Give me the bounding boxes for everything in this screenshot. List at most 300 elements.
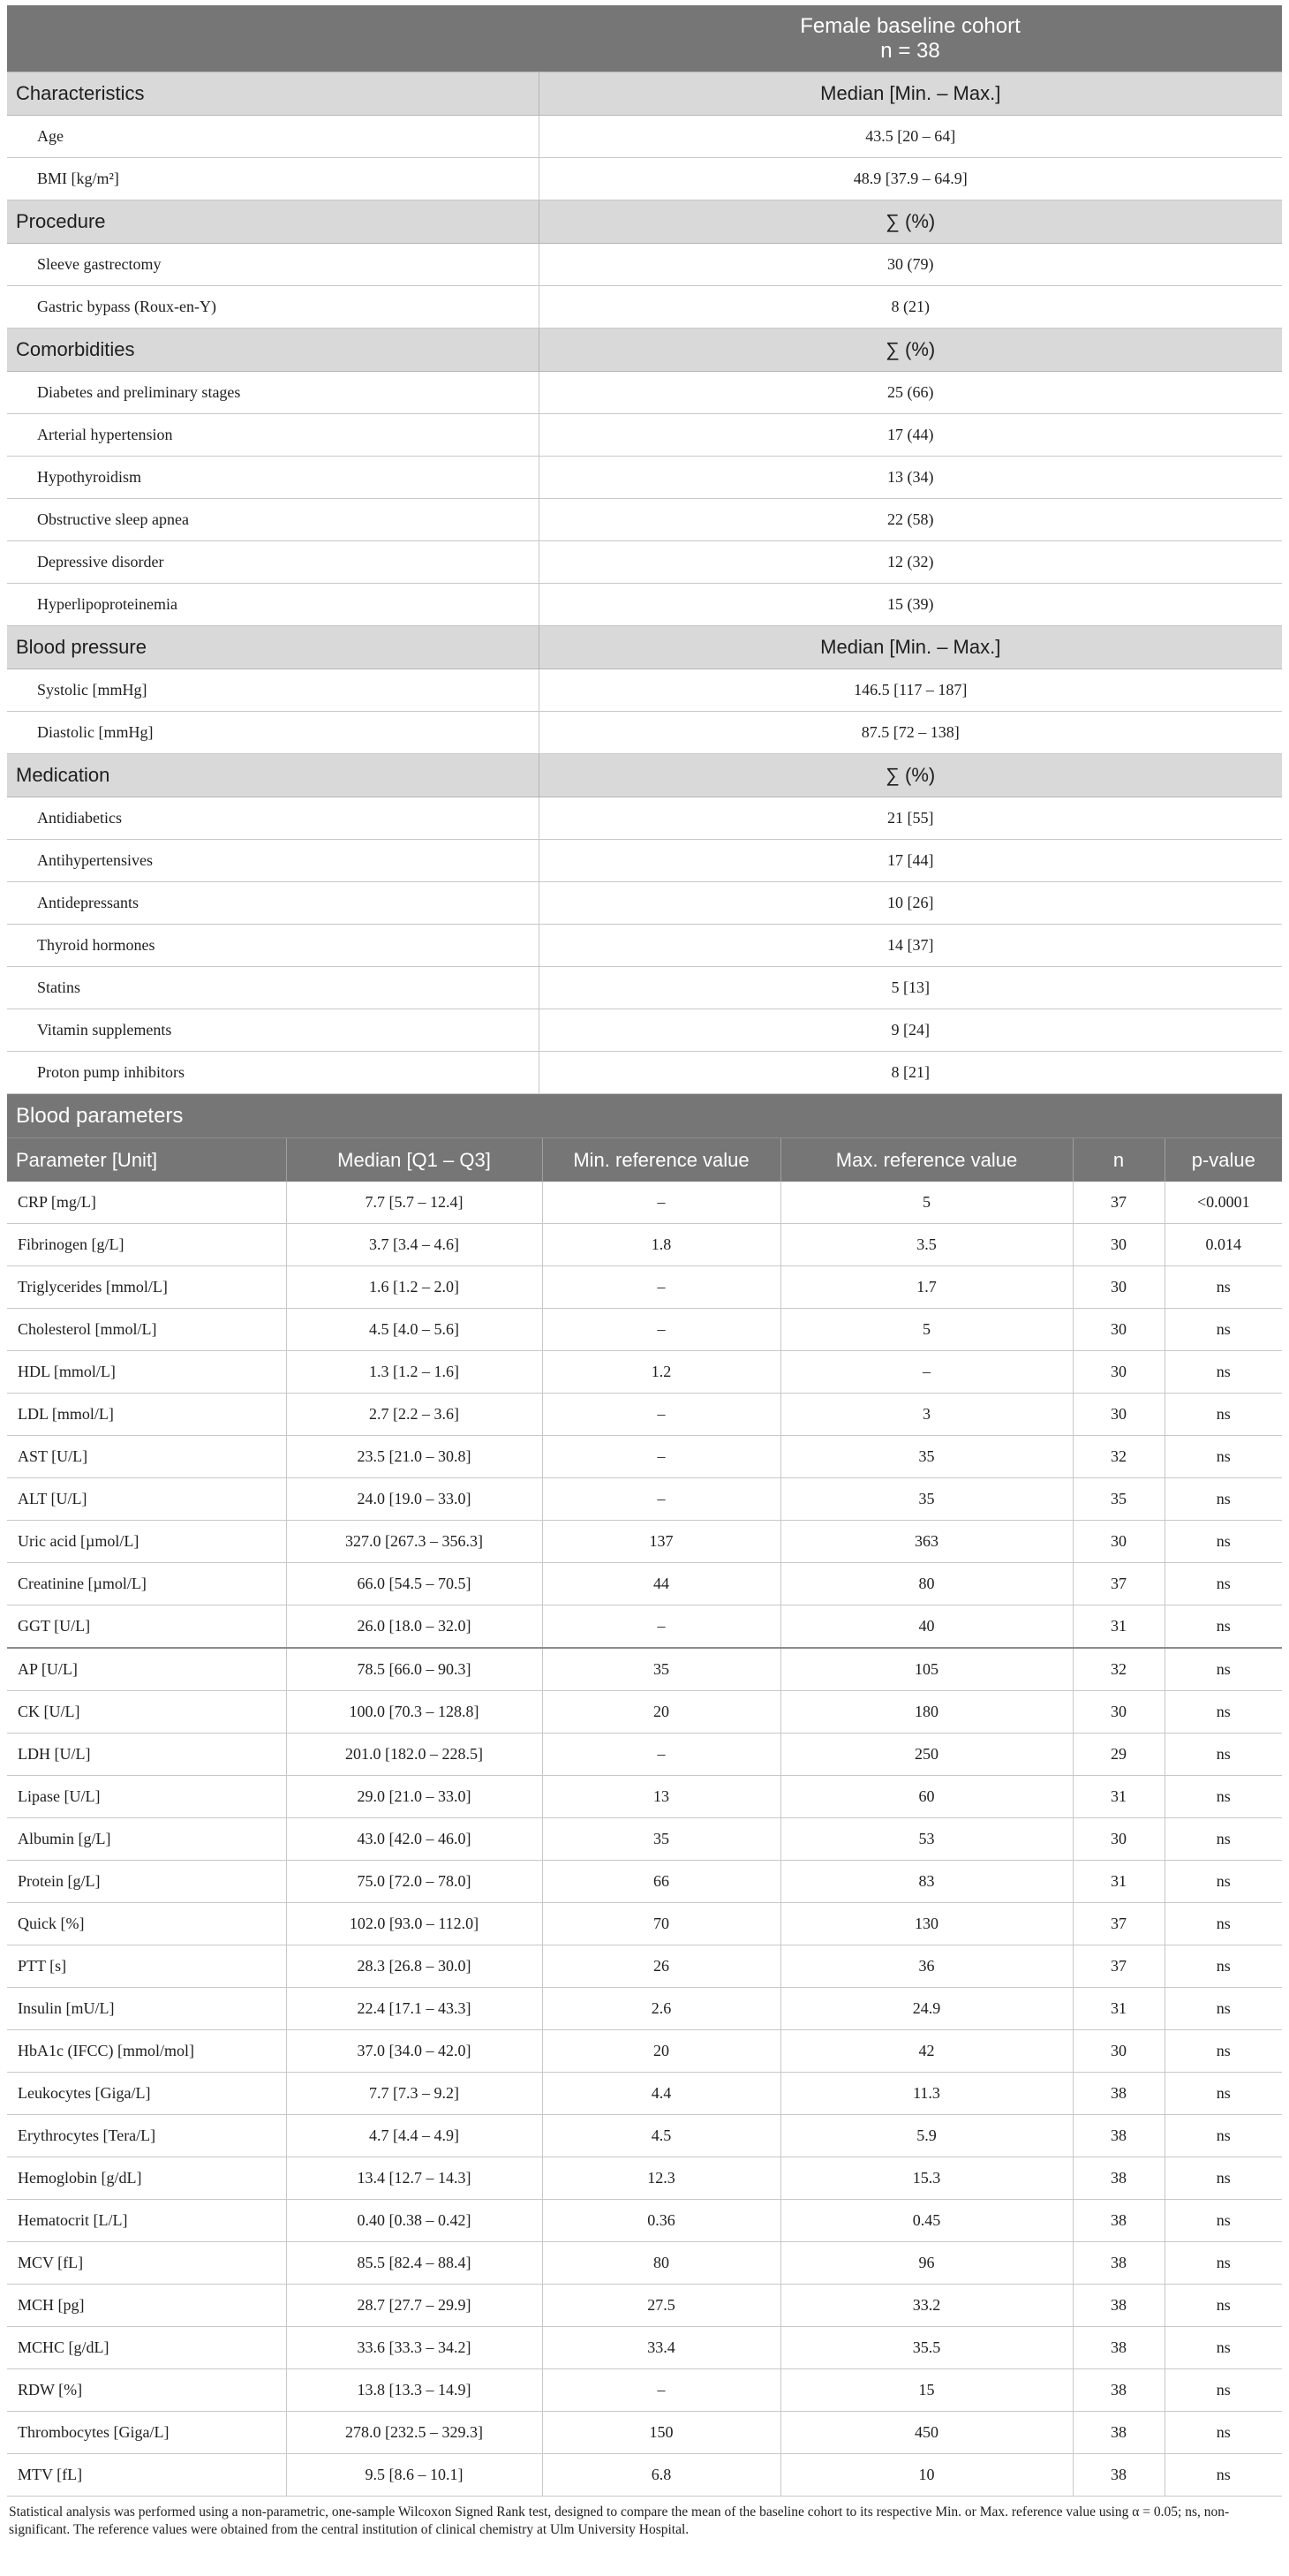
table-cell: 250: [780, 1734, 1073, 1776]
table-row: [7, 116, 1282, 158]
table-cell: MTV [fL]: [7, 2454, 286, 2497]
table-cell: 4.5 [4.0 – 5.6]: [286, 1309, 542, 1351]
table-cell: 38: [1073, 2454, 1165, 2497]
baseline-characteristics-table: [7, 5, 1282, 1094]
row-value: 12 (32): [539, 541, 1282, 584]
table-cell: 1.2: [542, 1351, 780, 1394]
table-cell: 53: [780, 1818, 1073, 1861]
blood-parameters-title: Blood parameters: [7, 1094, 1282, 1138]
column-header: Parameter [Unit]: [7, 1138, 286, 1182]
row-label: Antidiabetics: [7, 797, 539, 840]
table-cell: ns: [1165, 1351, 1282, 1394]
table-row: [7, 1521, 1282, 1563]
table-cell: MCH [pg]: [7, 2285, 286, 2327]
table-cell: 30: [1073, 1266, 1165, 1309]
table-cell: 35: [780, 1478, 1073, 1521]
blood-parameters-header-row: [7, 1138, 1282, 1182]
table-row: [7, 584, 1282, 626]
table-cell: Uric acid [µmol/L]: [7, 1521, 286, 1563]
row-value: 9 [24]: [539, 1009, 1282, 1052]
table-cell: 38: [1073, 2157, 1165, 2200]
section-value-header: ∑ (%): [539, 200, 1282, 244]
table-cell: 31: [1073, 1776, 1165, 1818]
table-cell: GGT [U/L]: [7, 1605, 286, 1649]
section-header-row: [7, 754, 1282, 797]
table-cell: 150: [542, 2412, 780, 2454]
table-cell: ns: [1165, 1818, 1282, 1861]
table-cell: 35: [780, 1436, 1073, 1478]
row-label: Diabetes and preliminary stages: [7, 372, 539, 414]
table-row: [7, 1945, 1282, 1988]
table-header-row: [7, 5, 1282, 72]
table-cell: MCHC [g/dL]: [7, 2327, 286, 2369]
table-cell: 40: [780, 1605, 1073, 1649]
table-row: [7, 669, 1282, 712]
table-row: [7, 1605, 1282, 1649]
table-cell: –: [542, 1734, 780, 1776]
table-cell: LDL [mmol/L]: [7, 1394, 286, 1436]
table-cell: ns: [1165, 2200, 1282, 2242]
table-cell: 5: [780, 1182, 1073, 1224]
table-row: [7, 1224, 1282, 1266]
table-cell: ns: [1165, 2115, 1282, 2157]
row-label: Arterial hypertension: [7, 414, 539, 457]
table-cell: –: [780, 1351, 1073, 1394]
table-cell: Lipase [U/L]: [7, 1776, 286, 1818]
table-cell: ns: [1165, 1436, 1282, 1478]
table-cell: 36: [780, 1945, 1073, 1988]
table-row: [7, 1478, 1282, 1521]
table-footnote: Statistical analysis was performed using a non-parametric, one-sample Wilcoxon Signed Rank test, designed to compare the mean of the baseline cohort to its respective Min. or Max. reference value using α = 0.05; ns, non-significant. The reference values were obtained from the central institution of clinical chemistry at Ulm University Hospital.: [9, 2504, 1230, 2537]
table-cell: 6.8: [542, 2454, 780, 2497]
table-cell: –: [542, 1394, 780, 1436]
blood-parameters-table: [7, 1094, 1282, 2497]
table-row: [7, 2412, 1282, 2454]
table-cell: 1.7: [780, 1266, 1073, 1309]
table-cell: –: [542, 1478, 780, 1521]
table-row: [7, 1436, 1282, 1478]
table-cell: ns: [1165, 2030, 1282, 2073]
table-cell: 137: [542, 1521, 780, 1563]
table-cell: 5: [780, 1309, 1073, 1351]
table-cell: 13.8 [13.3 – 14.9]: [286, 2369, 542, 2412]
table-cell: RDW [%]: [7, 2369, 286, 2412]
table-cell: 26.0 [18.0 – 32.0]: [286, 1605, 542, 1649]
table-cell: 327.0 [267.3 – 356.3]: [286, 1521, 542, 1563]
table-row: [7, 1309, 1282, 1351]
row-value: 21 [55]: [539, 797, 1282, 840]
table-row: [7, 1648, 1282, 1691]
baseline-table-container: [7, 5, 1282, 2539]
table-cell: 1.6 [1.2 – 2.0]: [286, 1266, 542, 1309]
table-cell: LDH [U/L]: [7, 1734, 286, 1776]
table-cell: CK [U/L]: [7, 1691, 286, 1734]
table-cell: 33.6 [33.3 – 34.2]: [286, 2327, 542, 2369]
table-cell: ns: [1165, 2285, 1282, 2327]
cohort-header-cell: [539, 5, 1282, 72]
table-cell: 0.45: [780, 2200, 1073, 2242]
row-label: Antihypertensives: [7, 840, 539, 882]
table-cell: 30: [1073, 1818, 1165, 1861]
table-cell: Triglycerides [mmol/L]: [7, 1266, 286, 1309]
row-label: Systolic [mmHg]: [7, 669, 539, 712]
table-row: [7, 372, 1282, 414]
column-header: p-value: [1165, 1138, 1282, 1182]
table-cell: 38: [1073, 2073, 1165, 2115]
table-cell: 33.4: [542, 2327, 780, 2369]
table-cell: 96: [780, 2242, 1073, 2285]
table-cell: AST [U/L]: [7, 1436, 286, 1478]
cohort-n: n = 38: [880, 38, 940, 63]
table-cell: 13: [542, 1776, 780, 1818]
table-cell: 38: [1073, 2115, 1165, 2157]
table-row: [7, 1861, 1282, 1903]
table-cell: 37: [1073, 1563, 1165, 1605]
section-label: Comorbidities: [7, 329, 539, 372]
table-cell: Thrombocytes [Giga/L]: [7, 2412, 286, 2454]
row-label: Vitamin supplements: [7, 1009, 539, 1052]
table-cell: 30: [1073, 1521, 1165, 1563]
row-value: 8 [21]: [539, 1052, 1282, 1094]
table-cell: 363: [780, 1521, 1073, 1563]
table-cell: ns: [1165, 2369, 1282, 2412]
table-row: [7, 2115, 1282, 2157]
table-row: [7, 967, 1282, 1009]
table-cell: 26: [542, 1945, 780, 1988]
table-cell: CRP [mg/L]: [7, 1182, 286, 1224]
table-row: [7, 2073, 1282, 2115]
table-cell: ns: [1165, 1648, 1282, 1691]
table-cell: 15.3: [780, 2157, 1073, 2200]
row-label: Depressive disorder: [7, 541, 539, 584]
section-value-header: Median [Min. – Max.]: [539, 72, 1282, 116]
table-row: [7, 797, 1282, 840]
table-cell: 37.0 [34.0 – 42.0]: [286, 2030, 542, 2073]
table-cell: 24.0 [19.0 – 33.0]: [286, 1478, 542, 1521]
row-label: Thyroid hormones: [7, 925, 539, 967]
table-row: [7, 2285, 1282, 2327]
table-cell: ns: [1165, 1776, 1282, 1818]
table-row: [7, 1776, 1282, 1818]
table-cell: 30: [1073, 1394, 1165, 1436]
table-cell: HbA1c (IFCC) [mmol/mol]: [7, 2030, 286, 2073]
table-row: [7, 499, 1282, 541]
table-cell: 102.0 [93.0 – 112.0]: [286, 1903, 542, 1945]
table-cell: 66.0 [54.5 – 70.5]: [286, 1563, 542, 1605]
table-cell: –: [542, 1605, 780, 1649]
table-cell: 80: [542, 2242, 780, 2285]
table-cell: Albumin [g/L]: [7, 1818, 286, 1861]
header-empty-cell: [7, 5, 539, 72]
table-cell: 10: [780, 2454, 1073, 2497]
table-cell: 35: [542, 1648, 780, 1691]
table-cell: 20: [542, 1691, 780, 1734]
table-cell: ns: [1165, 1903, 1282, 1945]
table-cell: 9.5 [8.6 – 10.1]: [286, 2454, 542, 2497]
table-cell: 66: [542, 1861, 780, 1903]
table-cell: Cholesterol [mmol/L]: [7, 1309, 286, 1351]
row-value: 25 (66): [539, 372, 1282, 414]
table-row: [7, 158, 1282, 200]
blood-parameters-title-row: [7, 1094, 1282, 1138]
table-row: [7, 1903, 1282, 1945]
table-cell: PTT [s]: [7, 1945, 286, 1988]
section-label: Medication: [7, 754, 539, 797]
section-label: Blood pressure: [7, 626, 539, 669]
table-cell: 105: [780, 1648, 1073, 1691]
table-cell: 4.5: [542, 2115, 780, 2157]
table-cell: 3.7 [3.4 – 4.6]: [286, 1224, 542, 1266]
table-row: [7, 712, 1282, 754]
column-header: Max. reference value: [780, 1138, 1073, 1182]
column-header: n: [1073, 1138, 1165, 1182]
table-cell: 23.5 [21.0 – 30.8]: [286, 1436, 542, 1478]
section-value-header: ∑ (%): [539, 329, 1282, 372]
table-cell: Hematocrit [L/L]: [7, 2200, 286, 2242]
row-value: 5 [13]: [539, 967, 1282, 1009]
table-cell: –: [542, 1309, 780, 1351]
table-cell: 100.0 [70.3 – 128.8]: [286, 1691, 542, 1734]
table-row: [7, 1009, 1282, 1052]
table-cell: 38: [1073, 2285, 1165, 2327]
table-cell: 38: [1073, 2369, 1165, 2412]
table-cell: MCV [fL]: [7, 2242, 286, 2285]
table-row: [7, 286, 1282, 329]
table-row: [7, 457, 1282, 499]
table-cell: ns: [1165, 1734, 1282, 1776]
row-value: 30 (79): [539, 244, 1282, 286]
table-cell: ns: [1165, 1988, 1282, 2030]
table-cell: 28.7 [27.7 – 29.9]: [286, 2285, 542, 2327]
table-cell: 32: [1073, 1436, 1165, 1478]
row-value: 8 (21): [539, 286, 1282, 329]
table-cell: 38: [1073, 2242, 1165, 2285]
table-row: [7, 1563, 1282, 1605]
table-row: [7, 2157, 1282, 2200]
table-cell: 70: [542, 1903, 780, 1945]
table-cell: AP [U/L]: [7, 1648, 286, 1691]
section-header-row: [7, 200, 1282, 244]
row-label: Age: [7, 116, 539, 158]
table-row: [7, 2369, 1282, 2412]
table-cell: 15: [780, 2369, 1073, 2412]
table-cell: ALT [U/L]: [7, 1478, 286, 1521]
row-label: Proton pump inhibitors: [7, 1052, 539, 1094]
table-row: [7, 840, 1282, 882]
table-cell: 31: [1073, 1861, 1165, 1903]
section-header-row: [7, 329, 1282, 372]
table-cell: 83: [780, 1861, 1073, 1903]
table-cell: ns: [1165, 1309, 1282, 1351]
table-cell: ns: [1165, 2327, 1282, 2369]
row-label: Obstructive sleep apnea: [7, 499, 539, 541]
table-cell: 0.36: [542, 2200, 780, 2242]
row-value: 13 (34): [539, 457, 1282, 499]
row-label: Statins: [7, 967, 539, 1009]
row-value: 87.5 [72 – 138]: [539, 712, 1282, 754]
table-cell: 31: [1073, 1988, 1165, 2030]
row-value: 10 [26]: [539, 882, 1282, 925]
section-label: Characteristics: [7, 72, 539, 116]
section-label: Procedure: [7, 200, 539, 244]
table-row: [7, 925, 1282, 967]
table-cell: ns: [1165, 2073, 1282, 2115]
table-cell: 13.4 [12.7 – 14.3]: [286, 2157, 542, 2200]
table-cell: <0.0001: [1165, 1182, 1282, 1224]
table-cell: ns: [1165, 1478, 1282, 1521]
row-label: Sleeve gastrectomy: [7, 244, 539, 286]
table-cell: 2.7 [2.2 – 3.6]: [286, 1394, 542, 1436]
table-cell: 33.2: [780, 2285, 1073, 2327]
table-row: [7, 414, 1282, 457]
table-cell: –: [542, 1182, 780, 1224]
table-row: [7, 882, 1282, 925]
table-cell: 35: [1073, 1478, 1165, 1521]
table-cell: ns: [1165, 1563, 1282, 1605]
table-cell: ns: [1165, 2454, 1282, 2497]
table-row: [7, 1182, 1282, 1224]
table-cell: 80: [780, 1563, 1073, 1605]
table-cell: ns: [1165, 1394, 1282, 1436]
table-row: [7, 541, 1282, 584]
table-cell: 78.5 [66.0 – 90.3]: [286, 1648, 542, 1691]
row-value: 48.9 [37.9 – 64.9]: [539, 158, 1282, 200]
table-cell: 35: [542, 1818, 780, 1861]
table-row: [7, 1988, 1282, 2030]
row-label: Gastric bypass (Roux-en-Y): [7, 286, 539, 329]
row-label: Antidepressants: [7, 882, 539, 925]
table-cell: 30: [1073, 1351, 1165, 1394]
table-cell: 27.5: [542, 2285, 780, 2327]
table-cell: Creatinine [µmol/L]: [7, 1563, 286, 1605]
table-cell: 31: [1073, 1605, 1165, 1649]
table-cell: 28.3 [26.8 – 30.0]: [286, 1945, 542, 1988]
table-row: [7, 2200, 1282, 2242]
row-label: Hyperlipoproteinemia: [7, 584, 539, 626]
table-cell: 38: [1073, 2412, 1165, 2454]
row-label: Hypothyroidism: [7, 457, 539, 499]
row-label: Diastolic [mmHg]: [7, 712, 539, 754]
table-row: [7, 2242, 1282, 2285]
table-cell: ns: [1165, 2157, 1282, 2200]
row-value: 146.5 [117 – 187]: [539, 669, 1282, 712]
table-cell: 29: [1073, 1734, 1165, 1776]
table-cell: 7.7 [5.7 – 12.4]: [286, 1182, 542, 1224]
table-row: [7, 2454, 1282, 2497]
row-value: 22 (58): [539, 499, 1282, 541]
table-cell: 38: [1073, 2327, 1165, 2369]
row-value: 15 (39): [539, 584, 1282, 626]
section-header-row: [7, 626, 1282, 669]
table-cell: 38: [1073, 2200, 1165, 2242]
section-header-row: [7, 72, 1282, 116]
table-cell: 43.0 [42.0 – 46.0]: [286, 1818, 542, 1861]
table-cell: Erythrocytes [Tera/L]: [7, 2115, 286, 2157]
table-cell: 30: [1073, 1309, 1165, 1351]
table-cell: ns: [1165, 1266, 1282, 1309]
table-cell: 3: [780, 1394, 1073, 1436]
table-cell: 1.3 [1.2 – 1.6]: [286, 1351, 542, 1394]
table-row: [7, 2327, 1282, 2369]
table-cell: –: [542, 1436, 780, 1478]
table-cell: 85.5 [82.4 – 88.4]: [286, 2242, 542, 2285]
section-value-header: ∑ (%): [539, 754, 1282, 797]
table-row: [7, 1691, 1282, 1734]
row-value: 17 [44]: [539, 840, 1282, 882]
table-cell: 30: [1073, 1691, 1165, 1734]
table-cell: 42: [780, 2030, 1073, 2073]
column-header: Median [Q1 – Q3]: [286, 1138, 542, 1182]
table-cell: ns: [1165, 1691, 1282, 1734]
table-cell: 37: [1073, 1945, 1165, 1988]
table-cell: 35.5: [780, 2327, 1073, 2369]
table-cell: 180: [780, 1691, 1073, 1734]
table-row: [7, 1052, 1282, 1094]
table-row: [7, 244, 1282, 286]
table-cell: 37: [1073, 1903, 1165, 1945]
table-cell: 30: [1073, 1224, 1165, 1266]
table-cell: ns: [1165, 1945, 1282, 1988]
row-value: 14 [37]: [539, 925, 1282, 967]
table-cell: Insulin [mU/L]: [7, 1988, 286, 2030]
table-cell: 4.7 [4.4 – 4.9]: [286, 2115, 542, 2157]
table-cell: 7.7 [7.3 – 9.2]: [286, 2073, 542, 2115]
table-cell: 3.5: [780, 1224, 1073, 1266]
table-cell: 0.014: [1165, 1224, 1282, 1266]
table-cell: 11.3: [780, 2073, 1073, 2115]
table-cell: 5.9: [780, 2115, 1073, 2157]
table-cell: 4.4: [542, 2073, 780, 2115]
table-cell: 37: [1073, 1182, 1165, 1224]
table-cell: 0.40 [0.38 – 0.42]: [286, 2200, 542, 2242]
table-cell: –: [542, 1266, 780, 1309]
column-header: Min. reference value: [542, 1138, 780, 1182]
table-cell: 1.8: [542, 1224, 780, 1266]
table-cell: ns: [1165, 1521, 1282, 1563]
table-cell: 22.4 [17.1 – 43.3]: [286, 1988, 542, 2030]
table-row: [7, 1351, 1282, 1394]
table-row: [7, 1266, 1282, 1309]
table-cell: Fibrinogen [g/L]: [7, 1224, 286, 1266]
table-cell: 201.0 [182.0 – 228.5]: [286, 1734, 542, 1776]
cohort-title: Female baseline cohort: [800, 13, 1021, 38]
table-cell: 12.3: [542, 2157, 780, 2200]
table-cell: 20: [542, 2030, 780, 2073]
table-row: [7, 1818, 1282, 1861]
table-row: [7, 2030, 1282, 2073]
table-cell: ns: [1165, 2412, 1282, 2454]
table-cell: –: [542, 2369, 780, 2412]
table-row: [7, 1734, 1282, 1776]
table-cell: ns: [1165, 2242, 1282, 2285]
table-cell: 60: [780, 1776, 1073, 1818]
table-cell: 130: [780, 1903, 1073, 1945]
table-cell: 32: [1073, 1648, 1165, 1691]
row-value: 17 (44): [539, 414, 1282, 457]
table-cell: Hemoglobin [g/dL]: [7, 2157, 286, 2200]
table-cell: 450: [780, 2412, 1073, 2454]
table-cell: Quick [%]: [7, 1903, 286, 1945]
table-cell: 24.9: [780, 1988, 1073, 2030]
table-cell: 29.0 [21.0 – 33.0]: [286, 1776, 542, 1818]
table-cell: HDL [mmol/L]: [7, 1351, 286, 1394]
table-cell: 30: [1073, 2030, 1165, 2073]
section-value-header: Median [Min. – Max.]: [539, 626, 1282, 669]
table-cell: ns: [1165, 1605, 1282, 1649]
table-cell: ns: [1165, 1861, 1282, 1903]
table-cell: 75.0 [72.0 – 78.0]: [286, 1861, 542, 1903]
table-cell: Protein [g/L]: [7, 1861, 286, 1903]
